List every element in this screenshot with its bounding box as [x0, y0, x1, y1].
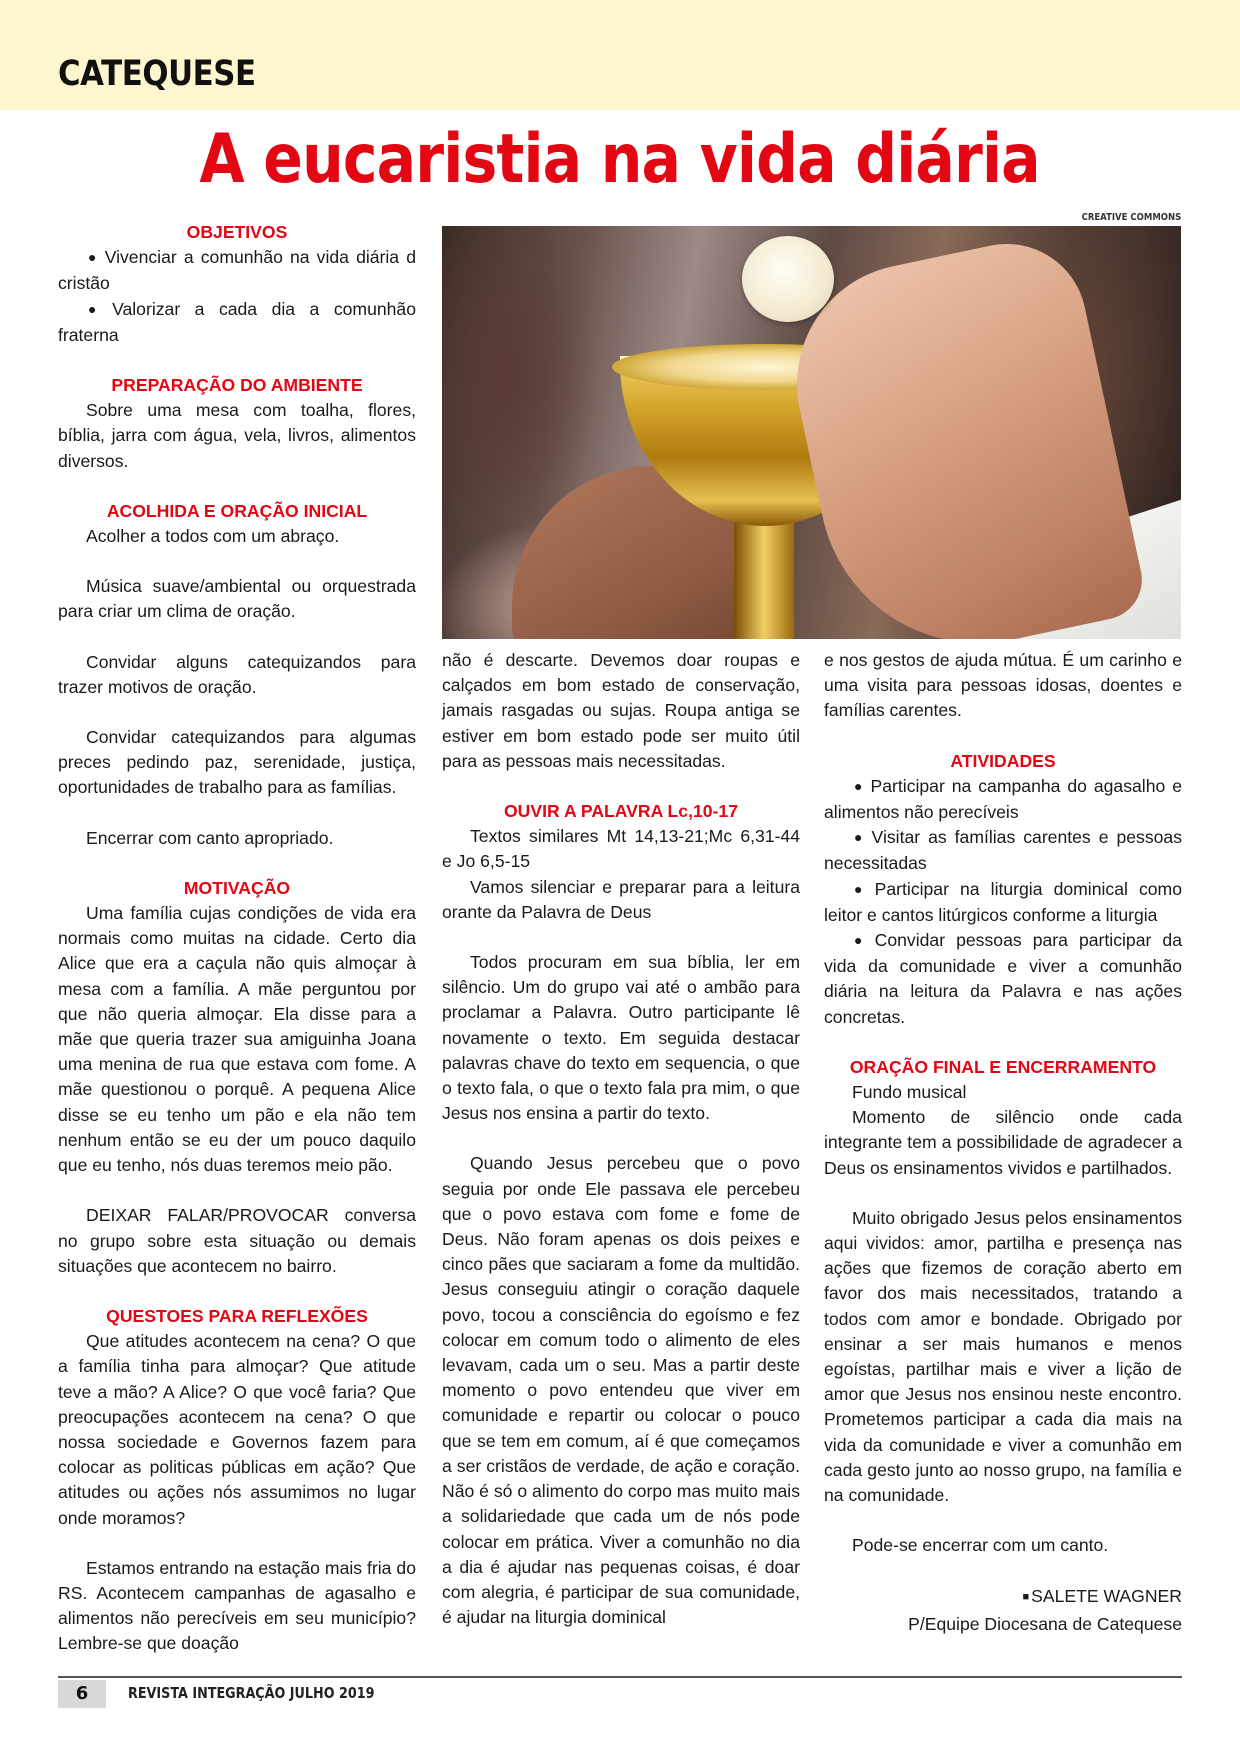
footer-publication: REVISTA INTEGRAÇÃO JULHO 2019 — [128, 1684, 375, 1702]
paragraph-doacao-cont: não é descarte. Devemos doar roupas e calçados em bom estado de conservação, jamais rasgadas ou sujas. Roupa antiga se estiver em bom estado pode ser muito útil para as pessoas mais necessitadas. — [442, 650, 800, 771]
article-title — [0, 120, 1240, 199]
paragraph-oracao-3: Muito obrigado Jesus pelos ensinamentos aqui vividos: amor, partilha e presença nas ações que fizemos de coração aberto em favor dos mais necessitados, tratando a todos com amor e bondade. Obrigado por ensinar a ser mais humanos e menos egoístas, partilhar mais e viver a lição de amor que Jesus nos ensinou neste encontro. Prometemos participar a cada dia mais na vida da comunidade e viver a comunhão em cada gesto junto ao nosso grupo, na família e na comunidade. — [824, 1207, 1182, 1506]
heading-atividades: ATIVIDADES — [950, 750, 1056, 771]
paragraph-oracao-1: Fundo musical — [852, 1082, 967, 1103]
page-number: 6 — [58, 1680, 106, 1708]
author-marker-icon — [1022, 1586, 1031, 1606]
paragraph-ouvir-2: Vamos silenciar e preparar para a leitura orante da Palavra de Deus — [442, 876, 800, 922]
objetivo-item-1: ● Vivenciar a comunhão na vida diária d cristão — [58, 245, 416, 296]
eucharist-photo — [442, 226, 1181, 639]
paragraph-estacao: Estamos entrando na estação mais fria do RS. Acontecem campanhas de agasalho e alimentos não perecíveis em seu município? Lembre-se que doação — [58, 1557, 416, 1654]
paragraph-acolhida-1: Acolher a todos com um abraço. — [86, 526, 340, 547]
paragraph-acolhida-4: Convidar catequizandos para algumas preces pedindo paz, serenidade, justiça, oportunidades de trabalho para as famílias. — [58, 727, 416, 798]
author-name — [824, 1584, 1182, 1612]
paragraph-ouvir-3: Todos procuram em sua bíblia, ler em silêncio. Um do grupo vai até o ambão para proclamar a Palavra. Outro participante lê novamente o texto. Em seguida destacar palavras chave do texto em sequencia, o que o texto fala, o que o texto fala pra mim, o que Jesus nos ensina a partir do texto. — [442, 952, 800, 1124]
section-label: CATEQUESE — [58, 54, 256, 94]
paragraph-acolhida-3: Convidar alguns catequizandos para trazer motivos de oração. — [58, 651, 416, 697]
paragraph-deixar-falar: DEIXAR FALAR/PROVOCAR conversa no grupo sobre esta situação ou demais situações que acontecem no bairro. — [58, 1205, 416, 1276]
atividade-item-2: ● Visitar as famílias carentes e pessoas necessitadas — [824, 825, 1182, 876]
paragraph-oracao-2: Momento de silêncio onde cada integrante tem a possibilidade de agradecer a Deus os ensinamentos vividos e partilhados. — [824, 1107, 1182, 1178]
paragraph-ajuda-cont: e nos gestos de ajuda mútua. É um carinho e uma visita para pessoas idosas, doentes e famílias carentes. — [824, 650, 1182, 721]
heading-preparacao: PREPARAÇÃO DO AMBIENTE — [111, 375, 363, 396]
paragraph-acolhida-5: Encerrar com canto apropriado. — [86, 827, 334, 848]
heading-objetivos: OBJETIVOS — [186, 222, 288, 242]
photo-chalice-stem — [734, 516, 794, 639]
paragraph-questoes: Que atitudes acontecem na cena? O que a família tinha para almoçar? Que atitude teve a mão? A Alice? O que você faria? Que preocupações acontecem na cena? O que nossa sociedade e Governos fazem para colocar as politicas públicas em ação? Que atitudes ou ações nós assumimos no lugar onde moramos? — [58, 1331, 416, 1528]
paragraph-preparacao: Sobre uma mesa com toalha, flores, bíblia, jarra com água, vela, livros, alimentos diversos. — [58, 400, 416, 471]
paragraph-oracao-4: Pode-se encerrar com um canto. — [852, 1535, 1109, 1556]
article-title-text: A eucaristia na vida diária — [199, 120, 1041, 199]
paragraph-motivacao: Uma família cujas condições de vida era normais como muitas na cidade. Certo dia Alice que era a caçula não quis almoçar à mesa com a família. A mãe perguntou por que não queria almoçar. Ela disse para a mãe que queria trazer sua amiguinha Joana uma menina de rua que estava com fome. A mãe questionou o porquê. A pequena Alice disse se eu tenho um pão e ela não tem nenhum então se eu der um pouco daquilo que eu tenho, nós duas teremos meio pão. — [58, 903, 416, 1176]
paragraph-ouvir-1: Textos similares Mt 14,13-21;Mc 6,31-44 e Jo 6,5-15 — [442, 826, 800, 872]
photo-host — [742, 236, 834, 322]
column-3 — [824, 648, 1182, 1637]
heading-oracao-final: ORAÇÃO FINAL E ENCERRAMENTO — [849, 1056, 1157, 1077]
atividade-item-1: ● Participar na campanha do agasalho e alimentos não perecíveis — [824, 774, 1182, 825]
heading-acolhida: ACOLHIDA E ORAÇÃO INICIAL — [106, 500, 368, 521]
footer-rule — [58, 1676, 1182, 1678]
atividade-item-3: ● Participar na liturgia dominical como leitor e cantos litúrgicos conforme a liturgia — [824, 877, 1182, 928]
heading-motivacao: MOTIVAÇÃO — [183, 877, 291, 898]
author-role: P/Equipe Diocesana de Catequese — [908, 1613, 1182, 1634]
paragraph-ouvir-4: Quando Jesus percebeu que o povo seguia por onde Ele passava ele percebeu que o povo estava com fome e fome de Deus. Não foram apenas os dois peixes e cinco pães que saciaram a fome da multidão. Jesus conseguiu atingir o coração daquele povo, tocou a consciência do egoísmo e fez colocar em comum todo o alimento de eles levavam, cada um o seu. Mas a partir deste momento o povo entendeu que viver em comunidade e repartir ou colocar o pouco que se tem em comum, aí é que começamos a ser cristãos de verdade, de ação e coração. Não é só o alimento do corpo mas muito mais a solidariedade que cada um de nós pode colocar em prática. Viver a comunhão no dia a dia é ajudar nas pequenas coisas, é doar com alegria, é participar de sua comunidade, é ajudar na liturgia dominical — [442, 1153, 800, 1628]
heading-ouvir-palavra: OUVIR A PALAVRA Lc,10-17 — [504, 801, 738, 822]
paragraph-acolhida-2: Música suave/ambiental ou orquestrada para criar um clima de oração. — [58, 576, 416, 622]
objetivo-item-2: ● Valorizar a cada dia a comunhão fraterna — [58, 297, 416, 348]
author-name-text: SALETE WAGNER — [1031, 1585, 1182, 1606]
column-2 — [442, 648, 800, 1630]
column-1 — [58, 220, 416, 1657]
atividade-item-4: ● Convidar pessoas para participar da vida da comunidade e viver a comunhão diária na leitura da Palavra e nas ações concretas. — [824, 928, 1182, 1030]
heading-questoes: QUESTOES PARA REFLEXÕES — [106, 1305, 368, 1326]
photo-credit: CREATIVE COMMONS — [1081, 212, 1181, 223]
